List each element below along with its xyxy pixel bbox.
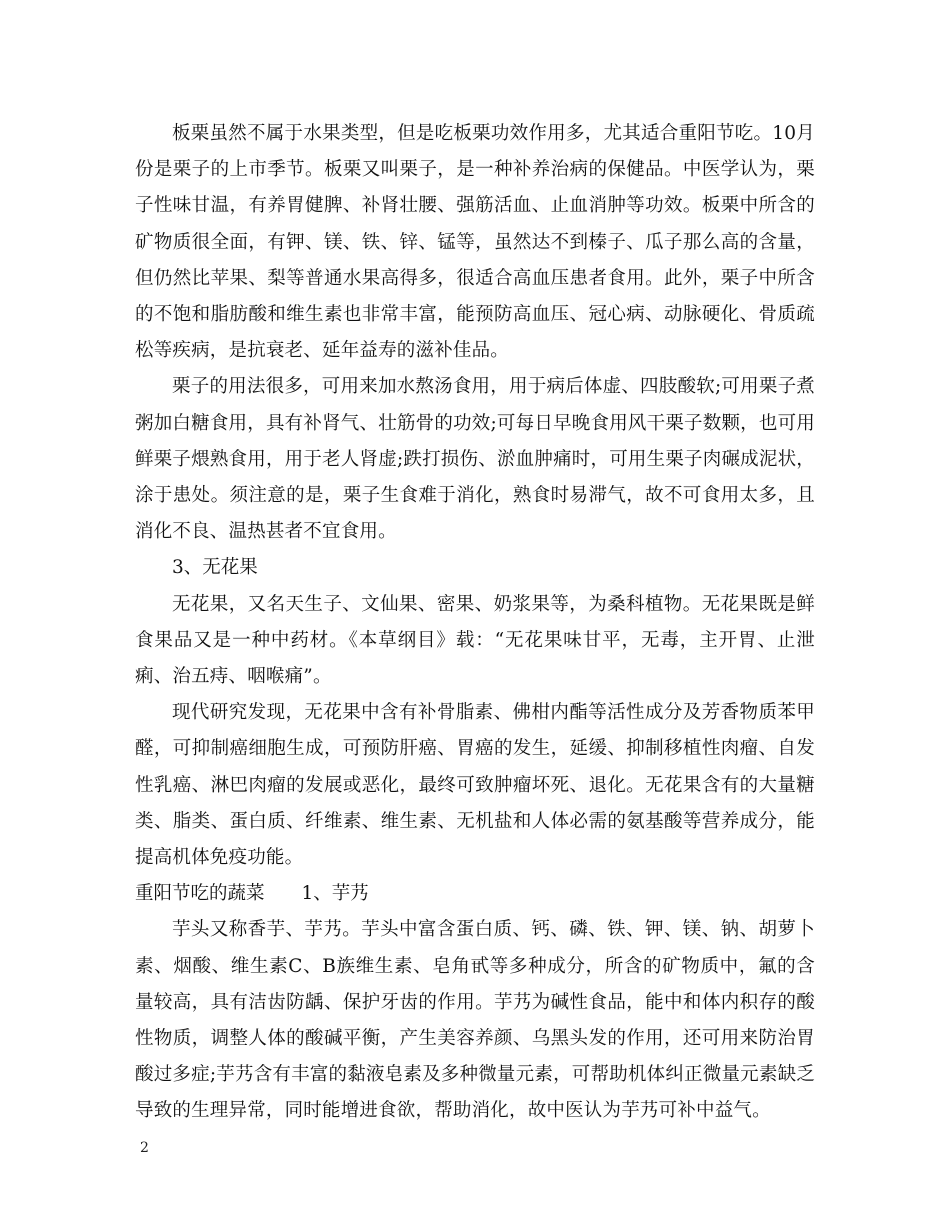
paragraph-chestnut-benefits: 板栗虽然不属于水果类型，但是吃板栗功效作用多，尤其适合重阳节吃。10月份是栗子的上市季节。板栗又叫栗子，是一种补养治病的保健品。中医学认为，栗子性味甘温，有养胃健脾、补肾壮腰、强筋活血、止血消肿等功效。板栗中所含的矿物质很全面，有钾、镁、铁、锌、锰等，虽然达不到榛子、瓜子那么高的含量，但仍然比苹果、梨等普通水果高得多，很适合高血压患者食用。此外，栗子中所含的不饱和脂肪酸和维生素也非常丰富，能预防高血压、冠心病、动脉硬化、骨质疏松等疾病，是抗衰老、延年益寿的滋补佳品。 (135, 123, 815, 362)
paragraph-fig-research: 现代研究发现，无花果中含有补骨脂素、佛柑内酯等活性成分及芳香物质苯甲醛，可抑制癌细胞生成，可预防肝癌、胃癌的发生，延缓、抑制移植性肉瘤、自发性乳癌、淋巴肉瘤的发展或恶化，最终可致肿瘤坏死、退化。无花果含有的大量糖类、脂类、蛋白质、纤维素、维生素、无机盐和人体必需的氨基酸等营养成分，能提高机体免疫功能。 (135, 702, 815, 869)
document-body (135, 116, 815, 1130)
section-heading-fig: 3、无花果 (172, 557, 258, 579)
paragraph-chestnut-usage: 栗子的用法很多，可用来加水熬汤食用，用于病后体虚、四肢酸软;可用栗子煮粥加白糖食用，具有补肾气、壮筋骨的功效;可每日早晚食用风干栗子数颗，也可用鲜栗子煨熟食用，用于老人肾虚;跌打损伤、淤血肿痛时，可用生栗子肉碾成泥状，涂于患处。须注意的是，栗子生食难于消化，熟食时易滞气，故不可食用太多，且消化不良、温热甚者不宜食用。 (135, 376, 815, 543)
paragraph-taro: 芋头又称香芋、芋艿。芋头中富含蛋白质、钙、磷、铁、钾、镁、钠、胡萝卜素、烟酸、维生素C、B族维生素、皂角甙等多种成分，所含的矿物质中，氟的含量较高，具有洁齿防龋、保护牙齿的作用。芋艿为碱性食品，能中和体内积存的酸性物质，调整人体的酸碱平衡，产生美容养颜、乌黑头发的作用，还可用来防治胃酸过多症;芋艿含有丰富的黏液皂素及多种微量元素，可帮助机体纠正微量元素缺乏导致的生理异常，同时能增进食欲，帮助消化，故中医认为芋艿可补中益气。 (135, 919, 815, 1122)
section-heading-vegetables: 重阳节吃的蔬菜 1、芋艿 (135, 883, 369, 905)
paragraph-fig-intro: 无花果，又名天生子、文仙果、密果、奶浆果等，为桑科植物。无花果既是鲜食果品又是一种中药材。《本草纲目》载：“无花果味甘平，无毒，主开胃、止泄痢、治五痔、咽喉痛”。 (135, 593, 815, 688)
page-number: 2 (140, 1140, 149, 1156)
